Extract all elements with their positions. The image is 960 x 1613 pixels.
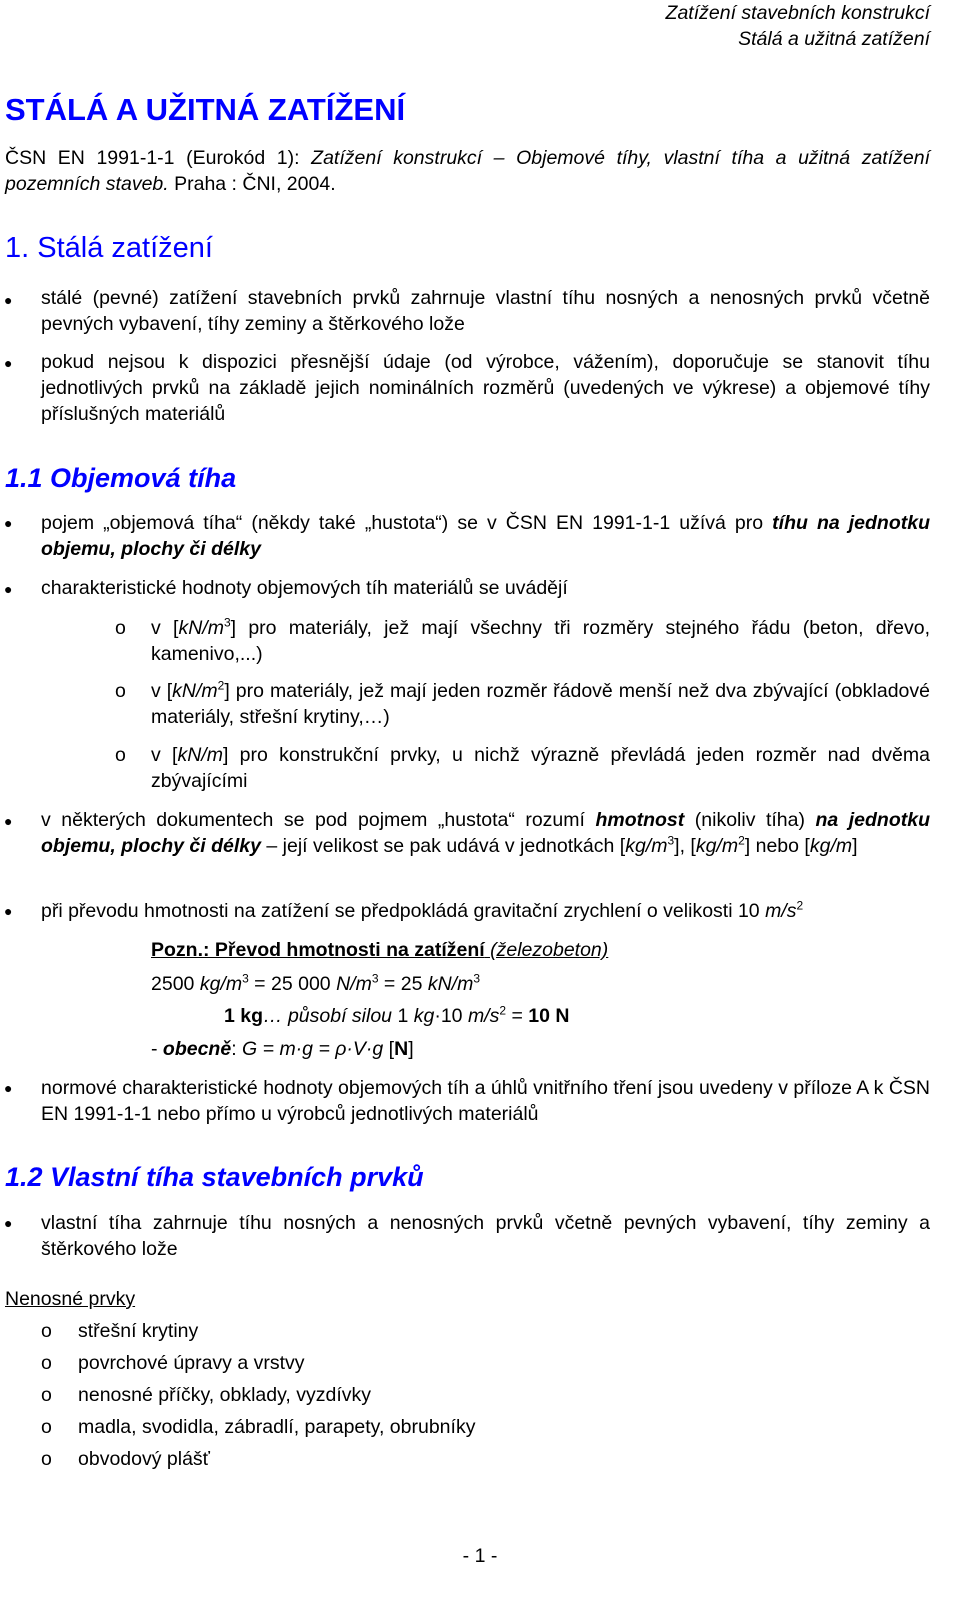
bullet-icon: ● (4, 515, 13, 531)
list-item: obvodový plášť (78, 1448, 210, 1470)
sub-bullet-marker: o (115, 617, 126, 639)
bullet-icon: ● (4, 813, 13, 829)
bullet-icon: ● (4, 903, 13, 919)
page-number: - 1 - (462, 1545, 498, 1567)
list-marker: o (41, 1320, 52, 1342)
reference-citation: ČSN EN 1991-1-1 (Eurokód 1): Zatížení konstrukcí – Objemové tíhy, vlastní tíha a užitná zatížení pozemních staveb. Praha : ČNI, 2004. (5, 147, 930, 195)
section-1-2-bullet-1: vlastní tíha zahrnuje tíhu nosných a nenosných prvků včetně pevných vybavení, tíhy zeminy a štěrkového lože (41, 1212, 930, 1260)
bullet-icon: ● (4, 355, 13, 371)
bullet-icon: ● (4, 1080, 13, 1096)
section-1-bullet-1: stálé (pevné) zatížení stavebních prvků zahrnuje vlastní tíhu nosných a nenosných prvků včetně pevných vybavení, tíhy zeminy a štěrkového lože (41, 287, 930, 335)
sub-bullet-2: v $[kN/m^2]$ pro materiály, jež mají jeden rozměr řádově menší než dva zbývající (obkladové materiály, střešní krytiny,…) (151, 678, 930, 728)
section-1-1-bullet-4: při převodu hmotnosti na zatížení se předpokládá gravitační zrychlení o velikosti 10 $m/s^2$ (41, 898, 804, 922)
header-line-1: Zatížení stavebních konstrukcí (665, 2, 930, 24)
bullet-icon: ● (4, 581, 13, 597)
list-marker: o (41, 1352, 52, 1374)
sub-bullet-marker: o (115, 680, 126, 702)
bullet-icon: ● (4, 292, 13, 308)
section-1-1-heading: 1.1 Objemová tíha (5, 463, 237, 493)
section-1-1-bullet-5: normové charakteristické hodnoty objemových tíh a úhlů vnitřního tření jsou uvedeny v příloze A k ČSN EN 1991-1-1 nebo přímo u výrobců jednotlivých materiálů (41, 1077, 930, 1125)
note-line-2: 1 kg… působí silou 1 kg·10 $m/s^2 = 10$ N (224, 1003, 570, 1027)
section-1-1-bullet-2: charakteristické hodnoty objemových tíh materiálů se uvádějí (41, 577, 568, 599)
bullet-icon: ● (4, 1215, 13, 1231)
header-line-2: Stálá a užitná zatížení (738, 28, 930, 50)
note-heading: Pozn.: Převod hmotnosti na zatížení (železobeton) (151, 939, 609, 961)
sub-bullet-3: v [kN/m] pro konstrukční prvky, u nichž výrazně převládá jeden rozměr nad dvěma zbývajícími (151, 744, 930, 792)
list-item: povrchové úpravy a vrstvy (78, 1352, 305, 1374)
list-item: madla, svodidla, zábradlí, parapety, obrubníky (78, 1416, 476, 1438)
section-1-heading: 1. Stálá zatížení (5, 232, 213, 264)
non-load-bearing-list-title: Nenosné prvky (5, 1288, 136, 1310)
section-1-2-heading: 1.2 Vlastní tíha stavebních prvků (5, 1162, 424, 1192)
section-1-1-bullet-1: pojem „objemová tíha“ (někdy také „hustota“) se v ČSN EN 1991-1-1 užívá pro tíhu na jednotku objemu, plochy či délky (41, 512, 930, 560)
list-item: střešní krytiny (78, 1320, 199, 1342)
section-1-bullet-2: pokud nejsou k dispozici přesnější údaje (od výrobce, vážením), doporučuje se stanovit tíhu jednotlivých prvků na základě jejich nominálních rozměrů (uvedených ve výkrese) a objemové tíhy příslušných materiálů (41, 351, 930, 425)
note-line-3: - obecně: G = m·g = ρ·V·g [N] (151, 1038, 414, 1060)
section-1-1-bullet-3: v některých dokumentech se pod pojmem „hustota“ rozumí hmotnost (nikoliv tíha) na jednotku objemu, plochy či délky – její velikost se pak udává v jednotkách $[kg/m^3]$, $[kg/m^2]$ nebo [kg/m] (41, 809, 931, 857)
list-item: nenosné příčky, obklady, vyzdívky (78, 1384, 371, 1406)
list-marker: o (41, 1448, 52, 1470)
note-line-1: 2500 $kg/m^3 = 25$ 000 $N/m^3 = 25$ $kN/m^3$ (151, 971, 481, 995)
sub-bullet-marker: o (115, 744, 126, 766)
list-marker: o (41, 1384, 52, 1406)
list-marker: o (41, 1416, 52, 1438)
running-header (666, 0, 930, 52)
document-title: STÁLÁ A UŽITNÁ ZATÍŽENÍ (5, 92, 406, 127)
sub-bullet-1: v $[kN/m^3]$ pro materiály, jež mají všechny tři rozměry stejného řádu (beton, dřevo, kamenivo,...) (151, 615, 930, 665)
